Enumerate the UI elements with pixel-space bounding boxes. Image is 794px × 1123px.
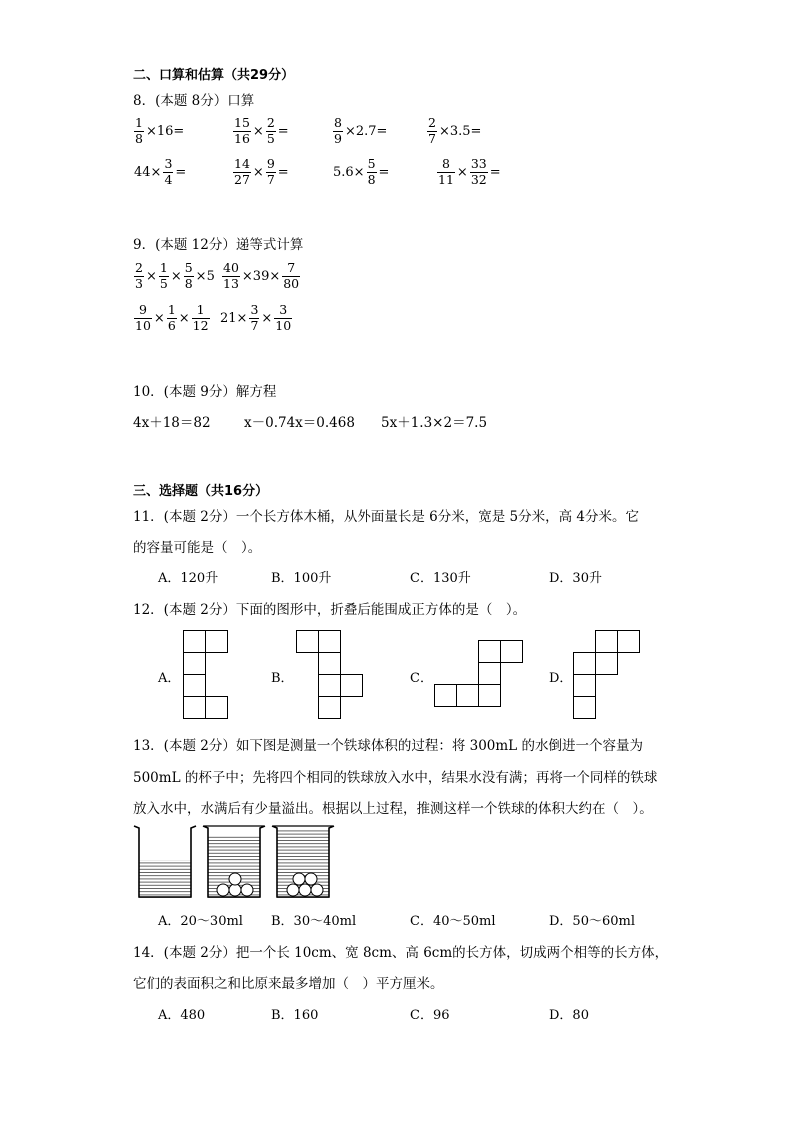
q11-option-d[interactable]: D．30升 <box>549 571 602 586</box>
q8-expr-7: 5.6× $\frac{5}{8}$ = <box>333 156 390 187</box>
beaker-diagram <box>133 824 339 900</box>
question-12-text: 12．(本题 2分）下面的图形中，折叠后能围成正方体的是（ ）。 <box>133 602 527 618</box>
question-14-line-2: 它们的表面积之和比原来最多增加（ ）平方厘米。 <box>133 976 444 992</box>
question-11-line-1: 11．(本题 2分）一个长方体木桶，从外面量长是 6分米，宽是 5分米，高 4分米。它 <box>133 509 639 525</box>
beaker-3 <box>272 826 334 898</box>
q13-option-c[interactable]: C．40～50ml <box>410 914 496 929</box>
question-13-line-3: 放入水中，水满后有少量溢出。根据以上过程，推测这样一个铁球的体积大约在（ ）。 <box>133 801 653 817</box>
q12-option-b[interactable]: B． <box>271 671 294 686</box>
net-d-figure <box>573 630 643 720</box>
question-8-title: 8．(本题 8分）口算 <box>133 93 255 109</box>
q9-expr-4: 21× $\frac{3}{7}$ × $\frac{3}{10}$ <box>220 302 292 333</box>
question-11-line-2: 的容量可能是（ ）。 <box>133 540 262 556</box>
net-c-figure <box>434 640 526 710</box>
q14-option-d[interactable]: D．80 <box>549 1008 589 1023</box>
q10-equation-3: 5x＋1.3×2＝7.5 <box>381 415 488 431</box>
q12-option-c[interactable]: C． <box>410 671 433 686</box>
beaker-1 <box>134 826 196 898</box>
q11-option-b[interactable]: B．100升 <box>271 571 332 586</box>
q8-expr-3: $\frac{8}{9}$ ×2.7= <box>334 115 388 146</box>
q8-expr-4: $\frac{2}{7}$ ×3.5= <box>428 115 482 146</box>
q8-expr-8: $\frac{8}{11}$ × $\frac{33}{32}$ = <box>438 156 501 187</box>
q14-option-a[interactable]: A．480 <box>158 1008 206 1023</box>
question-9-title: 9．(本题 12分）递等式计算 <box>133 237 304 253</box>
beaker-2 <box>203 826 265 898</box>
question-13-line-2: 500mL 的杯子中；先将四个相同的铁球放入水中，结果水没有满；再将一个同样的铁球 <box>133 770 658 786</box>
q8-expr-1: $\frac{1}{8}$ ×16= <box>135 115 185 146</box>
q9-expr-3: $\frac{9}{10}$ × $\frac{1}{6}$ × $\frac{1}{12}$ <box>135 302 209 333</box>
net-b-figure <box>296 630 364 720</box>
section-2-title: 二、口算和估算（共29分） <box>133 68 295 83</box>
q13-option-b[interactable]: B．30～40ml <box>271 914 357 929</box>
q12-option-d[interactable]: D． <box>549 671 573 686</box>
q8-expr-2: $\frac{15}{16}$ × $\frac{2}{5}$ = <box>234 115 289 146</box>
question-14-line-1: 14．(本题 2分）把一个长 10cm、宽 8cm、高 6cm的长方体，切成两个相等的长方体， <box>133 945 669 961</box>
q8-expr-6: $\frac{14}{27}$ × $\frac{9}{7}$ = <box>234 156 289 187</box>
q8-expr-5: 44× $\frac{3}{4}$ = <box>134 156 187 187</box>
q14-option-c[interactable]: C．96 <box>410 1008 450 1023</box>
q14-option-b[interactable]: B．160 <box>271 1008 319 1023</box>
section-3-title: 三、选择题（共16分） <box>133 484 269 499</box>
q9-expr-1: $\frac{2}{3}$ × $\frac{1}{5}$ × $\frac{5}{8}$ ×5 <box>135 260 215 291</box>
q9-expr-2: $\frac{40}{13}$ ×39× $\frac{7}{80}$ <box>223 260 300 291</box>
q12-option-a[interactable]: A． <box>158 671 181 686</box>
q11-option-a[interactable]: A．120升 <box>158 571 219 586</box>
q10-equation-2: x－0.74x＝0.468 <box>244 415 355 431</box>
net-a-figure <box>183 630 229 720</box>
q10-equation-1: 4x＋18＝82 <box>133 415 211 431</box>
q13-option-d[interactable]: D．50～60ml <box>549 914 635 929</box>
q13-option-a[interactable]: A．20～30ml <box>158 914 243 929</box>
question-13-line-1: 13．(本题 2分）如下图是测量一个铁球体积的过程：将 300mL 的水倒进一个容量为 <box>133 738 643 754</box>
question-10-title: 10．(本题 9分）解方程 <box>133 384 277 400</box>
q11-option-c[interactable]: C．130升 <box>410 571 471 586</box>
